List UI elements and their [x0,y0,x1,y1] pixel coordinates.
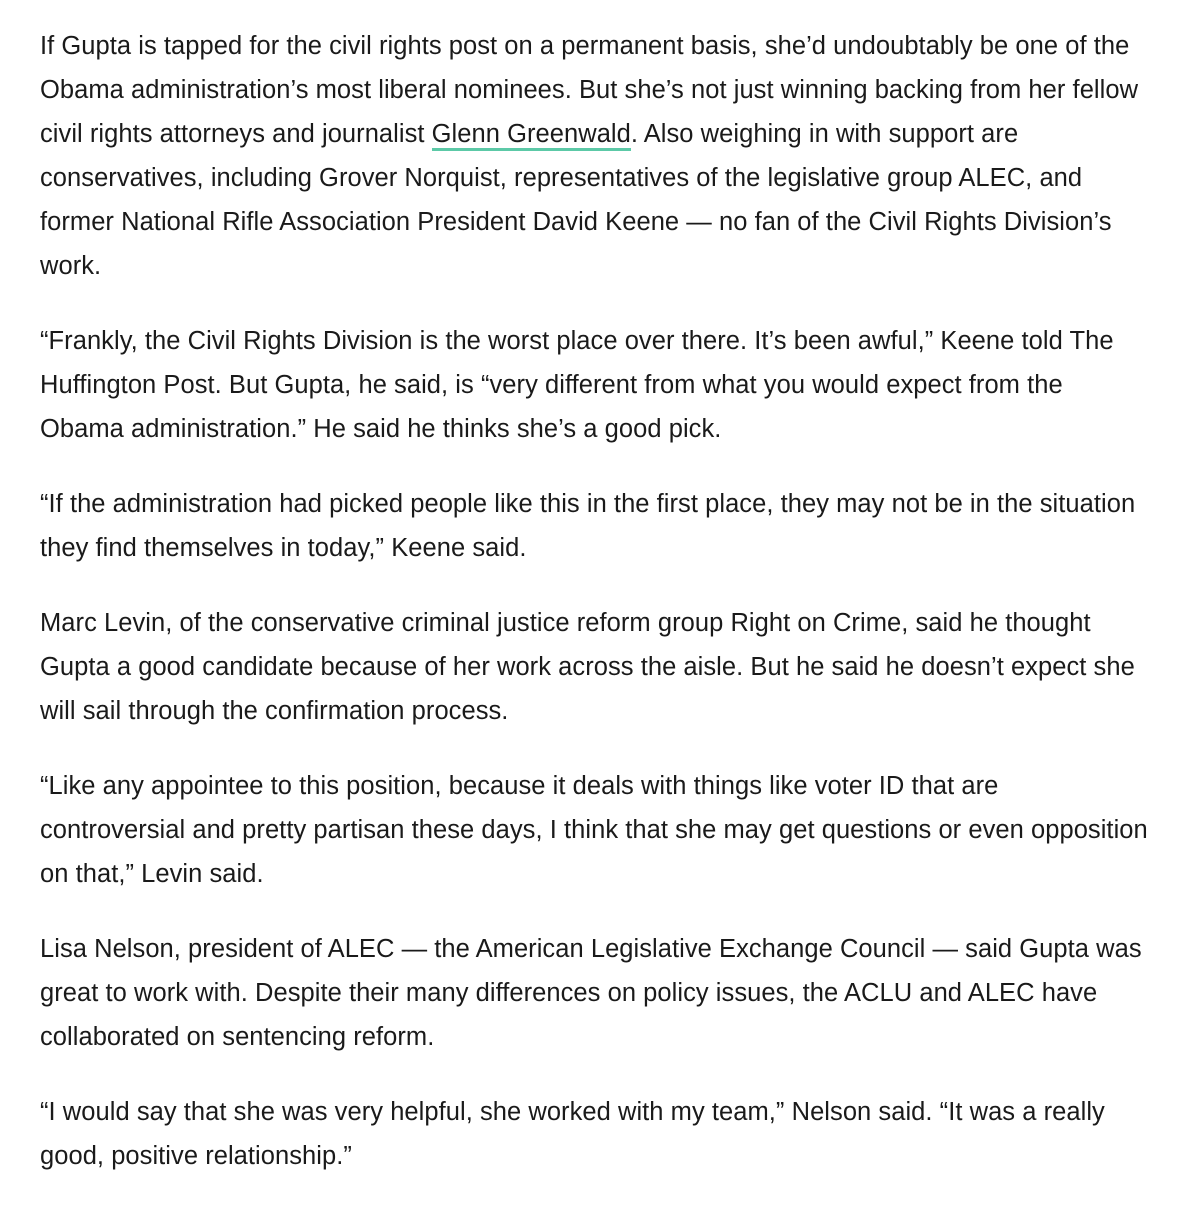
paragraph-1-text-start: If Gupta is tapped for the civil rights post on a permanent basis, she’d undoubtably be one of the Obama administration’s most liberal nominees. But she’s not just winning backing from her fellow civil rights attorneys and journalist [40,32,1139,148]
paragraph-1-text-end: . Also weighing in with support are conservatives, including Grover Norquist, representatives of the legislative group ALEC, and former National Rifle Association President David Keene — no fan of the Civil Rights Division’s work. [40,120,1112,280]
paragraph-7: “I would say that she was very helpful, she worked with my team,” Nelson said. “It was a really good, positive relationship.” [40,1098,1105,1170]
paragraph-3: “If the administration had picked people like this in the first place, they may not be in the situation they find themselves in today,” Keene said. [40,490,1136,562]
paragraph-2: “Frankly, the Civil Rights Division is the worst place over there. It’s been awful,” Keene told The Huffington Post. But Gupta, he said, is “very different from what you would expect from the Obama administration.” He said he thinks she’s a good pick. [40,327,1114,443]
paragraph-4: Marc Levin, of the conservative criminal justice reform group Right on Crime, said he thought Gupta a good candidate because of her work across the aisle. But he said he doesn’t expect she will sail through the confirmation process. [40,609,1135,725]
article-body [40,24,1150,1209]
paragraph-1 [40,24,1150,288]
paragraph-6: Lisa Nelson, president of ALEC — the American Legislative Exchange Council — said Gupta was great to work with. Despite their many differences on policy issues, the ACLU and ALEC have collaborated on sentencing reform. [40,935,1142,1051]
glenn-greenwald-link[interactable]: Glenn Greenwald [432,120,631,151]
paragraph-5: “Like any appointee to this position, because it deals with things like voter ID that are controversial and pretty partisan these days, I think that she may get questions or even opposition on that,” Levin said. [40,772,1148,888]
